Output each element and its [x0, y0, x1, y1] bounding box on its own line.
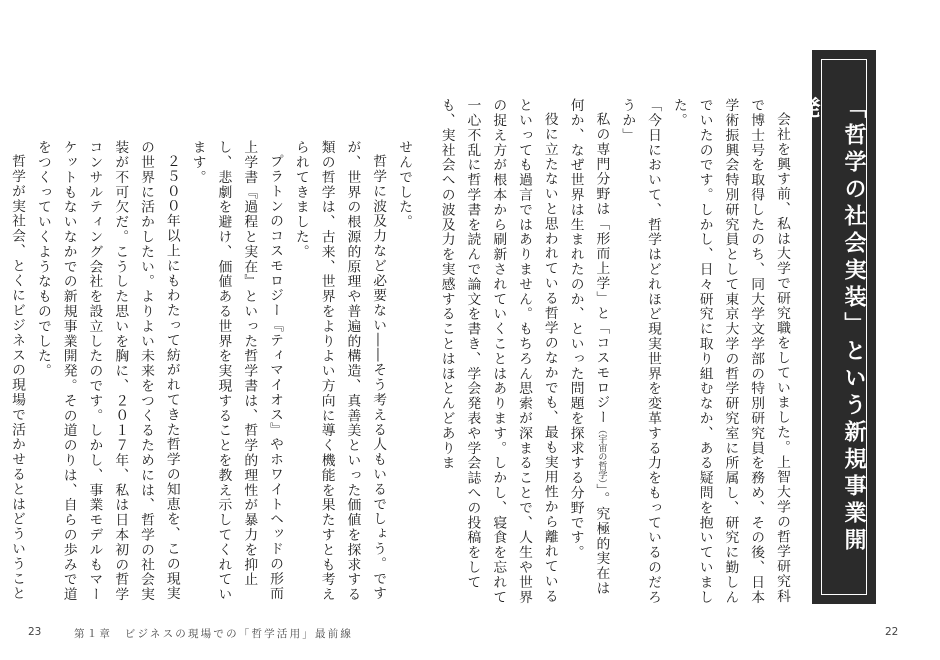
left-page-body — [9, 140, 416, 610]
paragraph: ２５００年以上にもわたって紡がれてきた哲学の知恵を、この現実の世界に活かしたい。よりよい未来をつくるためには、哲学の社会実装が不可欠だ。こうした思いを胸に、２０１７年、私は日本初の哲学コンサルティング会社を設立したのです。しかし、事業モデルもマーケットもないなかでの新規事業開発。その道のりは、自らの歩みで道をつくっていくようなものでした。 — [34, 140, 180, 602]
quote-paragraph: 「今日において、哲学はどれほど現実世界を変革する力をもっているのだろうか」 — [619, 98, 662, 605]
section-title-block — [795, 50, 876, 604]
paragraph — [562, 98, 614, 608]
paragraph: 会社を興す前、私は大学で研究職をしていました。上智大学の哲学研究科で博士号を取得したのち、同大学文学部の特別研究員を務め、その後、日本学術振興会特別研究員として東京大学の哲学研究室に所属し、研究に勤しんでいたのです。しかし、日々研究に取り組むなか、ある疑問を抱いていました。 — [670, 98, 790, 605]
paragraph: プラトンのコスモロジー『ティマイオス』やホワイトヘッドの形而上学書『過程と実在』といった哲学書は、哲学的理性が暴力を抑止し、悲劇を避け、価値ある世界を実現することを教え示してくれています。 — [189, 140, 284, 602]
running-header-chapter: 第１章 ビジネスの現場での「哲学活用」最前線 — [74, 628, 354, 640]
paragraph: 役に立たないと思われている哲学のなかでも、最も実用性から離れているといっても過言ではありません。もちろん思索が深まることで、人生や世界の捉え方が根本から刷新されていくことはあります。しかし、寝食を忘れて一心不乱に哲学書を読んで論文を書き、学会発表や学会誌への投稿をしても、実社会への波及力を実感することはほとんどありま — [438, 98, 558, 605]
left-page-number: 23 — [28, 626, 42, 638]
paragraph-text: 私の専門分野は「形而上学」と「コスモロジー — [593, 111, 610, 425]
section-title: 「哲学の社会実装」という新規事業開発 — [795, 96, 866, 555]
right-page-number: 22 — [885, 626, 899, 638]
paragraph: 哲学に波及力など必要ない――そう考える人もいるでしょう。ですが、世界の根源的原理や普遍的構造、真善美といった価値を探求する類の哲学は、古来、世界をよりよい方向に導く機能を果たすとも考えられてきました。 — [292, 140, 387, 602]
paragraph-text: 」。究極的実在は何か、なぜ世界は生まれたのか、といった問題を探求する分野です。 — [567, 98, 610, 596]
right-page-body — [438, 98, 794, 608]
paragraph: せんでした。 — [396, 140, 412, 230]
paragraph: 哲学が実社会、とくにビジネスの現場で活かせるとはどういうこと — [9, 153, 26, 601]
inline-note: （宇宙の哲学） — [596, 424, 607, 484]
